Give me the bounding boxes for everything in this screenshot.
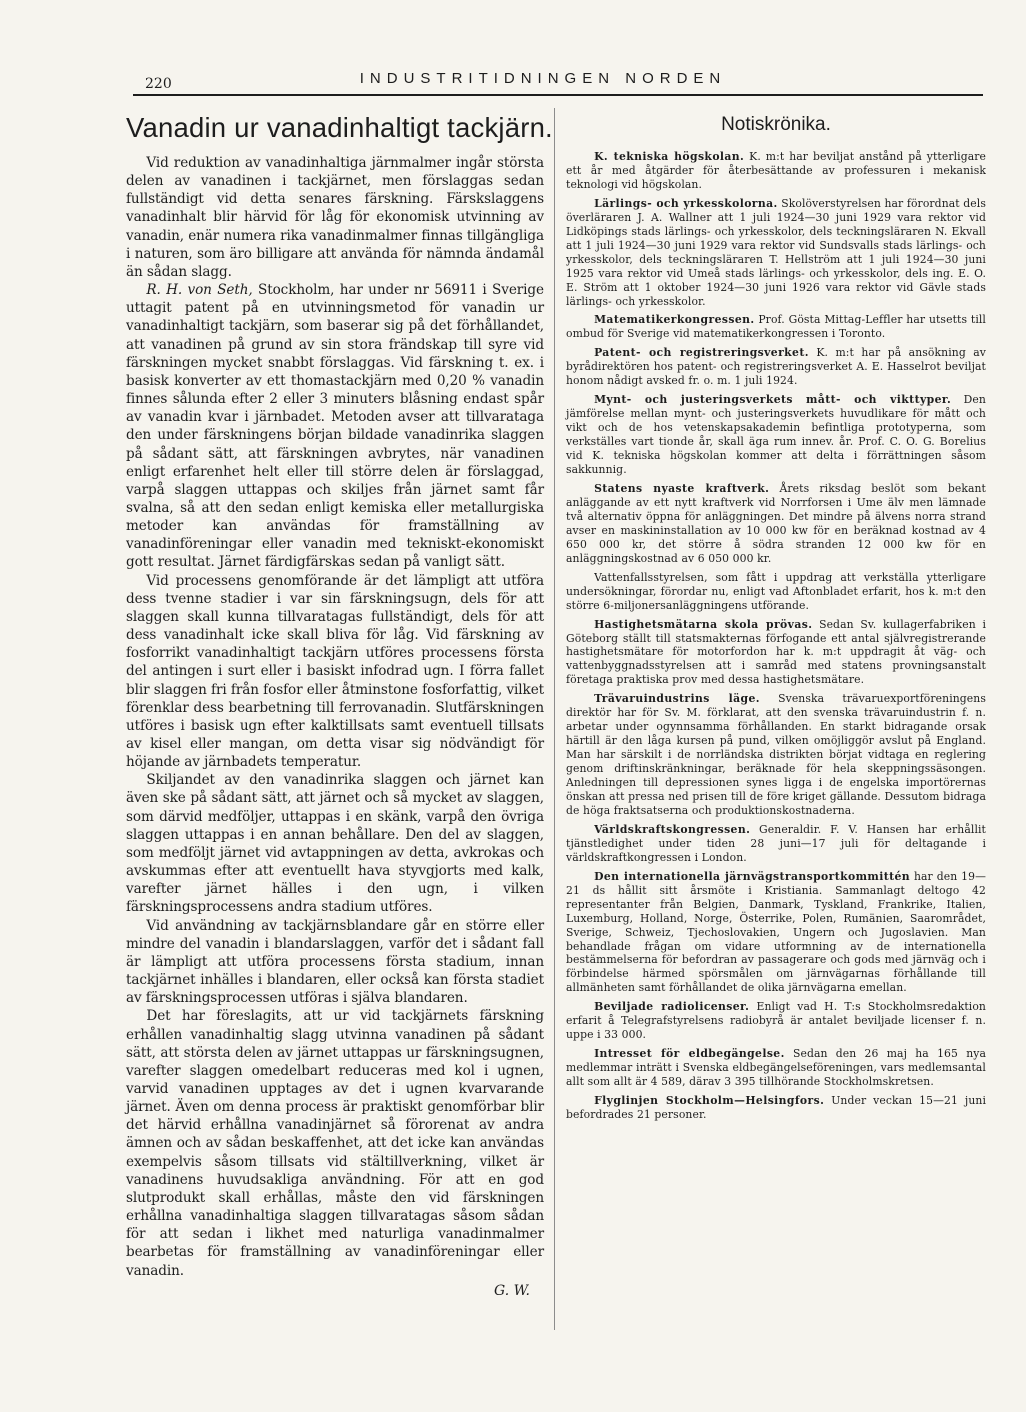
signature: G. W. [494, 1282, 530, 1299]
page-number: 220 [145, 76, 172, 92]
notice-item [566, 197, 986, 309]
notice-item [566, 571, 986, 613]
notice-text: har den 19—21 ds hållit sitt årsmöte i Kristiania. Sammanlagt deltogo 42 representanter från Belgien, Danmark, Tyskland, Frankrike, Italien, Luxemburg, Holland, Norge, Österrike, Polen, Rumänien, Saarområdet, Sverige, Schweiz, Tjechoslovakien, Ungern och Jugoslavien. Man behandlade frågan om vidare utformning av de internationella bestämmelserna för befordran av passagerare och gods med järnväg och i förbindelse härmed spörsmålen om järnvägarnas förhållande till allmänheten samt förhållandet de olika järnvägarna emellan. [566, 869, 986, 995]
paragraph-4: Skiljandet av den vanadinrika slaggen och järnet kan även ske på sådant sätt, att järnet och så mycket av slaggen, som därvid medföljer, uttappas i en skänk, varpå den övriga slaggen uttappas i en annan behållare. Den del av slaggen, som medföljt järnet vid avtappningen av detta, avkrokas och avskummas efter att eventuellt hava styvgjorts med kalk, varefter järnet hälles i den ugn, i vilken färskningsprocessens andra stadium utföres. [126, 772, 544, 916]
left-column [126, 108, 553, 1299]
notice-heading: Mynt- och justeringsverkets mått- och vikttyper. [594, 393, 952, 407]
running-title: INDUSTRITIDNINGEN NORDEN [359, 70, 727, 87]
notice-item [566, 692, 986, 818]
notice-item [566, 150, 986, 192]
notice-text: Skolöverstyrelsen har förordnat dels överläraren J. A. Wallner att 1 juli 1924—30 juni 1929 vara rektor vid Lidköpings stads lärlings- och yrkesskolor, dels teckningsläraren N. Ekvall att 1 juli 1924—30 juni 1929 vara rektor vid Sundsvalls stads lärlings- och yrkesskolor, dels teckningsläraren T. Hellström att 1 juli 1924—30 juni 1925 vara rektor vid Umeå stads lärlings- och yrkesskolor, dels ing. E. O. E. Ström att 1 oktober 1924—30 juni 1926 vara rektor vid Gävle stads lärlings- och yrkesskolor. [566, 196, 986, 308]
inventor-name: R. H. von Seth, [146, 282, 253, 299]
notice-heading: Lärlings- och yrkesskolorna. [594, 196, 778, 210]
notice-item [566, 313, 986, 341]
notice-heading: Den internationella järnvägstransportkommittén [594, 869, 911, 883]
notice-item [566, 393, 986, 477]
notices-list [566, 150, 986, 1122]
notice-text: Sedan den 26 maj ha 165 nya medlemmar inträtt i Svenska eldbegängelseföreningen, vars medlemsantal allt som allt är 4 589, därav 3 395 tillhörande Stockholmskretsen. [566, 1047, 986, 1089]
notice-item [566, 482, 986, 566]
notice-heading: Beviljade radiolicenser. [594, 1000, 750, 1014]
notice-text: K. m:t har på ansökning av byrådirektören hos patent- och registreringsverket A. E. Hasselrot beviljat honom nådigt avsked fr. o. m. 1 juli 1924. [566, 346, 986, 388]
notice-text: Generaldir. F. V. Hansen har erhållit tjänstledighet under tiden 28 juni—17 juli för deltagande i världskraftkongressen i London. [566, 822, 986, 864]
notice-heading: Patent- och registreringsverket. [594, 346, 809, 360]
notice-text: K. m:t har beviljat anstånd på ytterligare ett år med åtgärder för återbesättande av professuren i mekanisk teknologi vid högskolan. [566, 150, 987, 191]
notice-text: Sedan Sv. kullagerfabriken i Göteborg ställt till statsmakternas förfogande ett antal självregistrerande hastighetsmätare för motorfordon har k. m:t uppdragit åt väg- och vattenbyggnadsstyrelsen att i samråd med statens provningsanstalt företaga praktiska prov med dessa hastighetsmätare. [566, 617, 986, 687]
notice-item [566, 823, 986, 865]
notice-item [566, 1094, 986, 1122]
notice-heading: Trävaruindustrins läge. [594, 692, 760, 706]
notice-text: Under veckan 15—21 juni befordrades 21 personer. [566, 1094, 986, 1121]
notice-item [566, 346, 986, 388]
right-column [566, 108, 986, 1127]
notice-item [566, 1047, 986, 1089]
notice-text: Den jämförelse mellan mynt- och justeringsverkets huvudlikare för mått och vikt och de hos vetenskapsakademin befintliga prototyperna, som verkställes vart tionde år, skall äga rum innev. år. Prof. C. O. G. Borelius vid K. tekniska högskolan kommer att delta i förrättningen såsom sakkunnig. [566, 393, 986, 477]
paragraph-6: Det har föreslagits, att ur vid tackjärnets färskning erhållen vanadinhaltig slagg utvinna vanadinen på sådant sätt, att största delen av järnet uttappas ur färskningsugnen, varefter slaggen omedelbart reduceras med kol i ugnen, varvid vanadinen upptages av det i ugnen kvarvarande järnet. Även om denna process är praktiskt genomförbar blir det härvid erhållna vanadinjärnet så förorenat av andra ämnen och av sådan beskaffenhet, att det icke kan användas exempelvis såsom tillsats vid stältillverkning, vilket är vanadinens huvudsakliga användning. För att en god slutprodukt skall erhållas, måste den vid färskningen erhållna vanadinhaltiga slaggen tillvaratagas såsom sådan för att sedan i likhet med naturliga vanadinmalmer bearbetas för framställning av vanadinföreningar eller vanadin. [126, 1008, 544, 1279]
paragraph-1: Vid reduktion av vanadinhaltiga järnmalmer ingår största delen av vanadinen i tackjärnet, men förslaggas sedan fullständigt vid detta senares färskning. Färskslaggens vanadinhalt blir härvid för låg för ekonomisk utvinning av vanadin, enär numera rika vanadinmalmer finnas tillgängliga i naturen, som äro billigare att använda för nämnda ändamål än sådan slagg. [126, 155, 544, 280]
notice-text: Enligt vad H. T:s Stockholmsredaktion erfarit å Telegrafstyrelsens radiobyrå är antalet beviljade licenser f. n. uppe i 33 000. [566, 1000, 986, 1042]
notice-heading: K. tekniska högskolan. [594, 150, 745, 163]
paragraph-2 [126, 281, 544, 572]
notice-item [566, 870, 986, 996]
paragraph-5: Vid användning av tackjärnsblandare går en större eller mindre del vanadin i blandarslaggen, varför det i sådant fall är lämpligt att utföra processens första stadium, innan tackjärnet inhälles i blandaren, eller också kan första stadiet av färskningsprocessen utföras i själva blandaren. [126, 917, 544, 1007]
paragraph-3: Vid processens genomförande är det lämpligt att utföra dess tvenne stadier i var sin färskningsugn, dels för att slaggen skall kunna tillvaratagas fullständigt, dels för att dess vanadinhalt icke skall bliva för låg. Vid färskning av fosforrikt vanadinhaltigt tackjärn utföres processens första del antingen i surt eller i basiskt infodrad ugn. I förra fallet blir slaggen fri från fosfor eller åtminstone fosforfattig, vilket förenklar dess bearbetning till ferrovanadin. Slutfärskningen utföres i basisk ugn efter kalktillsats samt eventuell tillsats av kisel eller mangan, om detta visar sig nödvändigt för höjande av järnbadets temperatur. [126, 572, 544, 771]
notice-text: Prof. Gösta Mittag-Leffler har utsetts till ombud för Sverige vid matematikerkongressen i Toronto. [566, 313, 986, 341]
column-divider [554, 108, 555, 1330]
notice-item [566, 1000, 986, 1042]
notice-heading: Världskraftskongressen. [594, 822, 751, 836]
notice-text: Vattenfallsstyrelsen, som fått i uppdrag att verkställa ytterligare undersökningar, förordar nu, enligt vad Aftonbladet erfarit, hos k. m:t den större 6-miljonersanläggningens utförande. [566, 570, 986, 612]
notice-item [566, 618, 986, 688]
header-rule [133, 94, 983, 96]
notice-heading: Hastighetsmätarna skola prövas. [594, 617, 813, 631]
notice-heading: Flyglinjen Stockholm—Helsingfors. [594, 1094, 825, 1108]
notice-heading: Intresset för eldbegängelse. [594, 1047, 785, 1061]
notice-heading: Matematikerkongressen. [594, 313, 755, 327]
article-body [126, 154, 544, 1299]
notice-text: Årets riksdag beslöt som bekant anläggande av ett nytt kraftverk vid Norrforsen i Ume älv men lämnade två alternativ öppna för anläggningen. Det mindre på älvens norra strand avser en maskininstallation av 10 000 kw för en beräknad kostnad av 4 650 000 kr, det större å södra stranden 12 000 kw för en anläggningskostnad av 6 050 000 kr. [566, 481, 986, 565]
article-title: Vanadin ur vanadinhaltigt tackjärn. [126, 112, 553, 143]
paragraph-2-text: Stockholm, har under nr 56911 i Sverige uttagit patent på en utvinningsmetod för vanadin ur vanadinhaltigt tackjärn, som baserar sig på det förhållandet, att vanadinen på grund av sin stora frändskap till syre vid färskningen mycket snabbt förslaggas. Vid färskning t. ex. i basisk konverter av ett thomastackjärn med 0,20 % vanadin finnes sålunda efter 2 eller 3 minuters blåsning endast spår av vanadin kvar i järnbadet. Metoden avser att tillvarataga den under färskningens början bildade vanadinrika slaggen på sådant sätt, att färskningen avbrytes, när vanadinen enligt erfarenhet helt eller till större delen är förslaggad, varpå slaggen uttappas och skiljes från järnet samt får svalna, så att den sedan enligt kemiska eller metallurgiska metoder kan användas för framställning av vanadinföreningar eller vanadin med tekniskt-ekonomiskt gott resultat. Järnet färdigfärskas sedan på vanligt sätt. [126, 282, 544, 571]
section-title: Notiskrönika. [721, 114, 831, 135]
notice-text: Svenska trävaruexportföreningens direktör har för Sv. M. förklarat, att den svenska trävaruindustrin f. n. arbetar under ogynnsamma förhållanden. En starkt bidragande orsak härtill är den låga kursen på pund, vilken omöjliggör avslut på England. Man har särskilt i de norrländska distrikten börjat vidtaga en reglering genom driftinskränkningar, beräknade för hela skeppningssäsongen. Anledningen till depressionen synes ligga i de engelska importörernas önskan att pressa ned prisen till de före kriget gällande. Dessutom bidraga de höga fraktsatserna och produktionskostnaderna. [566, 692, 986, 817]
notice-heading: Statens nyaste kraftverk. [594, 481, 770, 495]
